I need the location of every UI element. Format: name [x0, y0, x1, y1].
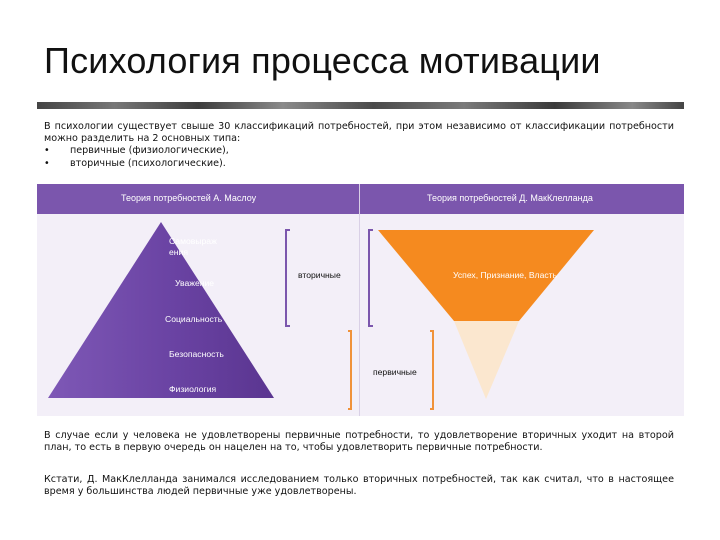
page-title: Психология процесса мотивации: [44, 40, 601, 81]
maslow-header: Теория потребностей А. Маслоу: [121, 193, 257, 203]
mcclelland-header: Теория потребностей Д. МакКлелланда: [427, 193, 593, 203]
secondary-needs-label: вторичные: [298, 270, 341, 280]
pyramid-level-safety: Безопасность: [169, 349, 224, 359]
intro-text: [44, 121, 674, 170]
paragraph-text: В случае если у человека не удовлетворены первичные потребности, то удовлетворение вторичных уходит на второй план, то есть в первую очередь он нацелен на то, чтобы удовлетворить первичные потребности.: [44, 430, 674, 454]
bullet-marker: •: [44, 145, 50, 157]
motivation-diagram: [37, 184, 684, 416]
bullet-text: вторичные (психологические).: [70, 157, 226, 169]
mcclelland-secondary-bracket: [369, 230, 373, 326]
funnel-lower: [454, 321, 519, 399]
primary-needs-label: первичные: [373, 367, 417, 377]
mcclelland-primary-bracket: [430, 331, 433, 409]
pyramid-level-social: Социальность: [165, 314, 223, 324]
paragraph-text: Кстати, Д. МакКлелланда занимался исследованием только вторичных потребностей, так как считал, что в настоящее время у большинства людей первичные уже удовлетворены.: [44, 474, 674, 498]
pyramid-level-self-actualization: Самовыраж ения: [169, 236, 217, 257]
bullet-text: первичные (физиологические),: [70, 145, 229, 157]
primary-bracket: [348, 331, 351, 409]
secondary-bracket: [286, 230, 290, 326]
paragraph-primary-needs: [44, 430, 674, 454]
intro-paragraph: В психологии существует свыше 30 классификаций потребностей, при этом независимо от классификации потребности можно разделить на 2 основных типа:: [44, 121, 674, 145]
bullet-item-primary: [44, 145, 674, 157]
mcclelland-needs-label: Успех, Признание, Власть: [453, 270, 558, 280]
pyramid-level-physiology: Физиология: [169, 384, 217, 394]
title-divider: [37, 102, 684, 109]
bullet-marker: •: [44, 157, 50, 169]
diagram-shapes: [37, 184, 684, 416]
paragraph-mcclelland-note: [44, 474, 674, 498]
bullet-item-secondary: [44, 158, 674, 170]
pyramid-level-esteem: Уважение: [175, 278, 215, 288]
maslow-pyramid: [48, 222, 274, 398]
